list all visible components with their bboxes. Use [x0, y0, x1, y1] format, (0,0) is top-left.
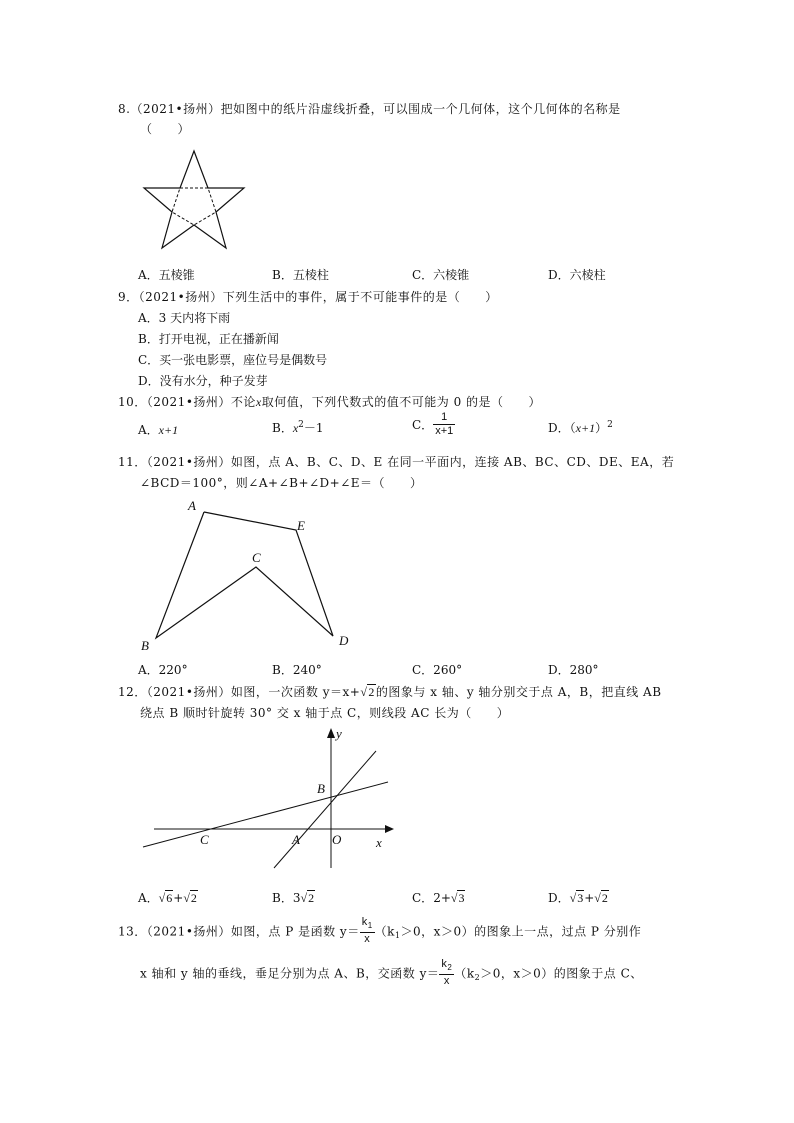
q13-k1-denominator: x: [364, 933, 371, 946]
q13-l1-b-sub: 1: [394, 930, 401, 940]
q11-option-b[interactable]: B．240°: [272, 663, 322, 677]
q13-k1-numerator: [360, 916, 375, 933]
q12-option-a-label: A．: [138, 891, 159, 905]
q10-option-b[interactable]: [272, 419, 324, 436]
q8-option-a[interactable]: A．五棱锥: [138, 268, 195, 282]
q10-option-d-expr: x+1: [575, 421, 596, 435]
q12-y-arrow: [327, 728, 335, 738]
q10-option-c-numerator: 1: [433, 411, 455, 425]
q9-text: 下列生活中的事件，属于不可能事件的是（ ）: [222, 290, 498, 304]
q8-source: （2021•扬州）: [130, 102, 221, 116]
q11-label-a: A: [188, 498, 196, 513]
q10-text-b: 取何值，下列代数式的值不可能为 0 的是（ ）: [261, 395, 542, 409]
q8-blank: （ ）: [140, 122, 191, 136]
q12-option-b-sqrt: √2: [300, 891, 315, 905]
q8-option-b[interactable]: B．五棱柱: [272, 268, 329, 282]
q12-option-b-label: B．: [272, 891, 293, 905]
q10-option-a-expr: x+1: [158, 423, 179, 437]
q10-option-d-sup: 2: [607, 420, 613, 430]
q8-option-d[interactable]: D．六棱柱: [548, 268, 606, 282]
star-outline: [144, 151, 244, 248]
q11-number: 11．: [118, 455, 147, 469]
q10-option-c[interactable]: [412, 411, 455, 438]
q12-line1-a: 如图，一次函数 y＝x+: [230, 685, 361, 699]
q12-line-bc: [143, 782, 388, 847]
q12-line2: 绕点 B 顺时针旋转 30° 交 x 轴于点 C，则线段 AC 长为（ ）: [140, 706, 510, 720]
q13-k1-k: k: [361, 916, 368, 928]
q11-option-d[interactable]: D．280°: [548, 663, 599, 677]
q13-k2-numerator: [439, 958, 454, 975]
q12-option-c-radicand: 3: [458, 891, 465, 905]
q10-option-b-var: x: [292, 421, 299, 435]
q9-option-c[interactable]: C．买一张电影票，座位号是偶数号: [138, 353, 328, 367]
q13-k2-denominator: x: [443, 975, 450, 988]
q11-polyline-abcde: [156, 512, 333, 638]
q11-label-e: E: [297, 518, 305, 533]
q10-stem: [118, 393, 541, 410]
q12-option-c-prefix: 2+: [433, 891, 451, 905]
q12-option-c-sqrt: √3: [450, 891, 465, 905]
q10-text-a: 不论: [230, 395, 256, 409]
q9-option-a[interactable]: A．3 天内将下雨: [138, 311, 231, 325]
q12-source: （2021•扬州）: [146, 685, 231, 699]
q12-option-a-radicand1: 6: [166, 891, 173, 905]
q12-option-a-plus: +: [173, 891, 184, 905]
q12-label-o: O: [332, 832, 342, 847]
q13-number: 13．: [118, 924, 147, 939]
q12-label-b: B: [317, 781, 325, 796]
q12-sqrt-radicand: 2: [368, 685, 375, 699]
q13-line1: [118, 916, 641, 946]
q12-option-a-sqrt1: √6: [158, 891, 173, 905]
q11-option-a[interactable]: A．220°: [138, 663, 188, 677]
q13-k1-sub: 1: [367, 921, 373, 931]
q10-option-c-denominator: x+1: [435, 425, 454, 437]
q12-option-d-plus: +: [584, 891, 595, 905]
q11-option-c[interactable]: C．260°: [412, 663, 463, 677]
q10-option-c-fraction: [433, 411, 455, 438]
q12-label-a: A: [292, 832, 300, 847]
q8-number: 8.: [118, 102, 131, 116]
q12-sqrt: √2: [360, 685, 375, 699]
q10-option-a[interactable]: [138, 421, 178, 438]
q10-option-a-label: A．: [138, 423, 159, 437]
q9-option-b[interactable]: B．打开电视，正在播新闻: [138, 332, 279, 346]
q13-k2-k: k: [441, 958, 448, 970]
q12-line1-b: 的图象与 x 轴、y 轴分别交于点 A，B，把直线 AB: [375, 685, 662, 699]
q12-option-d-sqrt2: √2: [594, 891, 608, 905]
q13-l1-a: 如图，点 P 是函数 y＝: [230, 924, 360, 939]
q11-source: （2021•扬州）: [146, 455, 231, 469]
q13-l2-b-sub: 2: [474, 972, 481, 982]
q8-star-figure: [138, 148, 250, 250]
q13-fraction-k1: [360, 916, 375, 946]
q11-stem: [118, 453, 674, 470]
q12-option-d-label: D．: [548, 891, 570, 905]
q12-option-a-sqrt2: √2: [183, 891, 197, 905]
q10-option-d-rparen: ）: [595, 421, 608, 435]
q13-l1-b: （k: [374, 924, 395, 939]
q8-option-c[interactable]: C．六棱锥: [412, 268, 470, 282]
q9-number: 9．: [118, 290, 139, 304]
q8-text: 把如图中的纸片沿虚线折叠，可以围成一个几何体，这个几何体的名称是: [220, 102, 621, 116]
q13-line2: [140, 958, 643, 988]
q12-coordinate-figure: [138, 720, 404, 872]
q10-number: 10．: [118, 395, 147, 409]
q12-option-b-radicand: 2: [308, 891, 315, 905]
q12-number: 12．: [118, 685, 147, 699]
q9-stem: [118, 288, 498, 305]
q12-option-d-sqrt1: √3: [569, 891, 584, 905]
q10-var-x: x: [255, 395, 262, 409]
q13-l1-c: ＞0，x＞0）的图象上一点，过点 P 分别作: [400, 924, 642, 939]
q12-stem: [118, 683, 662, 700]
q10-option-b-tail: －1: [303, 421, 324, 435]
q10-source: （2021•扬州）: [146, 395, 231, 409]
q9-option-d[interactable]: D．没有水分，种子发芽: [138, 374, 268, 388]
q12-option-d[interactable]: [548, 889, 609, 906]
q12-x-arrow: [385, 825, 394, 833]
q13-source: （2021•扬州）: [146, 924, 231, 939]
q12-option-c-label: C．: [412, 891, 434, 905]
q12-label-x: x: [376, 835, 382, 850]
q12-option-d-radicand1: 3: [577, 891, 584, 905]
q12-option-a-radicand2: 2: [190, 891, 197, 905]
q12-label-y: y: [336, 726, 342, 741]
q12-option-d-radicand2: 2: [601, 891, 608, 905]
q12-label-c: C: [200, 832, 209, 847]
q10-option-d[interactable]: [548, 419, 613, 436]
q13-l2-b: （k: [454, 966, 475, 981]
q10-option-d-label: D．: [548, 421, 570, 435]
q10-option-c-label: C．: [412, 418, 434, 432]
q13-l2-c: ＞0，x＞0）的图象于点 C、: [480, 966, 643, 981]
q10-option-b-sup: 2: [298, 420, 304, 430]
q11-label-d: D: [339, 633, 349, 648]
q11-line1: 如图，点 A、B、C、D、E 在同一平面内，连接 AB、BC、CD、DE、EA，若: [230, 455, 675, 469]
q11-label-c: C: [252, 550, 261, 565]
q13-l2-a: x 轴和 y 轴的垂线，垂足分别为点 A、B，交函数 y＝: [140, 966, 440, 981]
q10-option-d-lparen: （: [569, 421, 576, 435]
q11-pentagon-figure: [136, 496, 356, 656]
q10-option-b-label: B．: [272, 421, 293, 435]
q12-option-b[interactable]: [272, 889, 315, 906]
star-fold-lines: [172, 188, 216, 225]
q11-line2: ∠BCD＝100°，则∠A+∠B+∠D+∠E＝（ ）: [140, 476, 423, 490]
q12-option-a[interactable]: [138, 889, 198, 906]
q13-fraction-k2: [439, 958, 454, 988]
q12-line-ab: [274, 751, 376, 868]
q12-option-b-coef: 3: [292, 891, 301, 905]
q9-source: （2021•扬州）: [138, 290, 223, 304]
q13-k2-sub: 2: [447, 963, 453, 973]
q12-option-c[interactable]: [412, 889, 465, 906]
q8-stem: [118, 100, 621, 117]
q11-label-b: B: [141, 638, 149, 653]
